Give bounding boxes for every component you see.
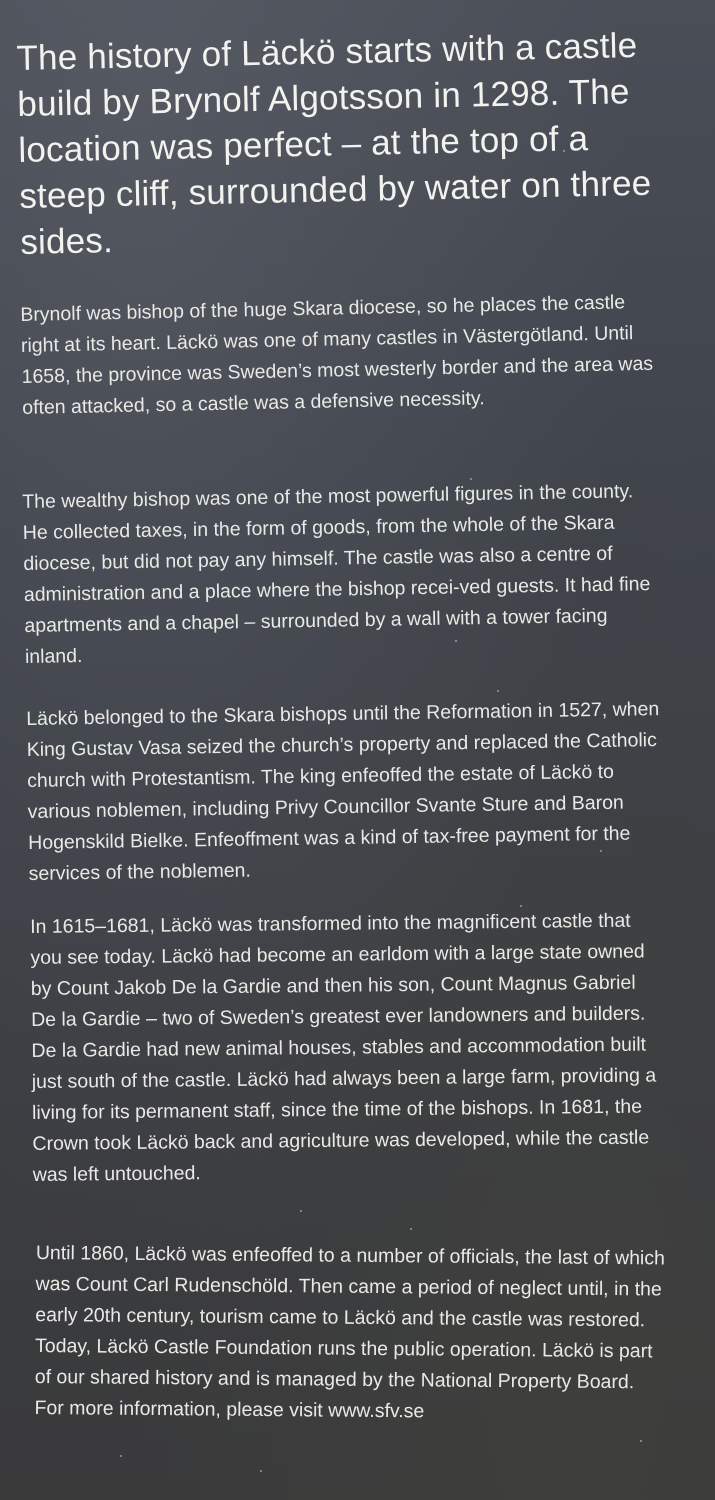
dust-speck bbox=[300, 1210, 302, 1212]
paragraph-wealthy-bishop: The wealthy bishop was one of the most powerful figures in the county. He collected taxes, in the form of goods, from the whole of the Skara diocese, but did not pay any himself. The castle was also a centre of administration and a place where the bishop recei-ved guests. It had fine apartments and a chapel – surrounded by a wall with a tower facing inland. bbox=[22, 480, 651, 668]
paragraph-reformation: Läckö belonged to the Skara bishops until the Reformation in 1527, when King Gustav Vasa seized the church’s property and replaced the Catholic church with Protestantism. The king enfeoffed the estate of Läckö to various noblemen, including Privy Councillor Svante Sture and Baron Hogenskild Bielke. Enfeoffment was a kind of tax-free payment for the services of the noblemen. bbox=[26, 698, 660, 885]
dust-speck bbox=[640, 1440, 642, 1442]
paragraph-bishop-brynolf: Brynolf was bishop of the huge Skara diocese, so he places the castle right at its heart. Läckö was one of many castles in Västergötland. Until 1658, the province was Sweden’s most westerly border and the area was often attacked, so a castle was a defensive necessity. bbox=[20, 291, 654, 419]
sign-headline: The history of Läckö starts with a castle build by Brynolf Algotsson in 1298. The location was perfect – at the top of a steep cliff, surrounded by water on three sides. bbox=[16, 25, 652, 262]
dust-speck bbox=[497, 690, 499, 692]
paragraph-modern-era: Until 1860, Läckö was enfeoffed to a number of officials, the last of which was Count Carl Rudenschöld. Then came a period of neglect until, in the early 20th century, tourism came to Läckö and the castle was restored. Today, Läckö Castle Foundation runs the public operation. Läckö is part of our shared history and is managed by the National Property Board. For more information, please visit www.sfv.se bbox=[34, 1241, 666, 1423]
paragraph-de-la-gardie: In 1615–1681, Läckö was transformed into the magnificent castle that you see today. Läckö had become an earldom with a large state owned by Count Jakob De la Gardie and then his son, Count Magnus Gabriel De la Gardie – two of Sweden’s greatest ever landowners and builders. De la Gardie had new animal houses, stables and accommodation built just south of the castle. Läckö had always been a large farm, providing a living for its permanent staff, since the time of the bishops. In 1681, the Crown took Läckö back and agriculture was developed, while the castle was left untouched. bbox=[30, 909, 657, 1186]
dust-speck bbox=[120, 1455, 122, 1457]
dust-speck bbox=[410, 1228, 412, 1230]
dust-speck bbox=[260, 1470, 262, 1472]
